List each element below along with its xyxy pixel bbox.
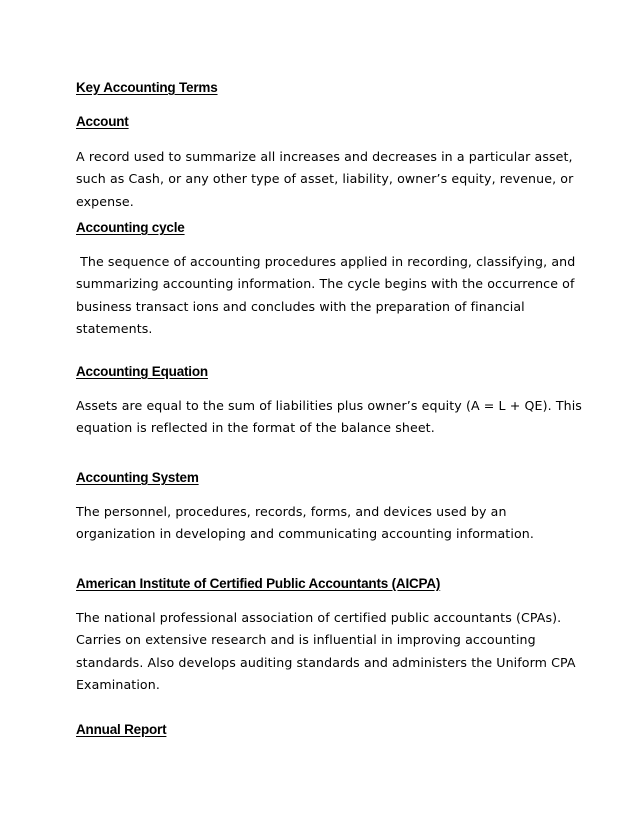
definition-line: Carries on extensive research and is influential in improving accounting (76, 632, 536, 648)
definition-line: A record used to summarize all increases and decreases in a particular asset, (76, 149, 573, 164)
definition-line: The national professional association of certified public accountants (CPAs). (76, 610, 562, 625)
document-title: Key Accounting Terms (76, 80, 218, 95)
definition-line: such as Cash, or any other type of asset, liability, owner’s equity, revenue, or (76, 171, 574, 187)
definition-line: Assets are equal to the sum of liabilities plus owner’s equity (A = L + QE). This (76, 398, 582, 413)
term-heading-accounting-system: Accounting System (76, 470, 199, 485)
definition-line: summarizing accounting information. The cycle begins with the occurrence of (76, 276, 575, 292)
term-heading-annual-report: Annual Report (76, 722, 167, 737)
definition-line: business transact ions and concludes with the preparation of financial (76, 298, 525, 314)
term-definition-account (76, 146, 573, 213)
term-heading-aicpa: American Institute of Certified Public Accountants (AICPA) (76, 576, 441, 591)
definition-line: expense. (76, 193, 134, 209)
term-definition-accounting-cycle (76, 251, 575, 341)
definition-line: The sequence of accounting procedures applied in recording, classifying, and (76, 254, 576, 269)
term-heading-accounting-equation: Accounting Equation (76, 364, 208, 379)
definition-line: equation is reflected in the format of the balance sheet. (76, 420, 435, 436)
term-definition-accounting-equation (76, 395, 582, 440)
definition-line: statements. (76, 321, 153, 337)
definition-line: Examination. (76, 677, 160, 693)
term-heading-accounting-cycle: Accounting cycle (76, 220, 185, 235)
term-heading-account: Account (76, 114, 129, 129)
definition-line: standards. Also develops auditing standards and administers the Uniform CPA (76, 654, 576, 670)
definition-line: organization in developing and communicating accounting information. (76, 526, 534, 542)
term-definition-accounting-system (76, 501, 534, 546)
term-definition-aicpa (76, 607, 576, 697)
definition-line: The personnel, procedures, records, forms, and devices used by an (76, 504, 507, 519)
